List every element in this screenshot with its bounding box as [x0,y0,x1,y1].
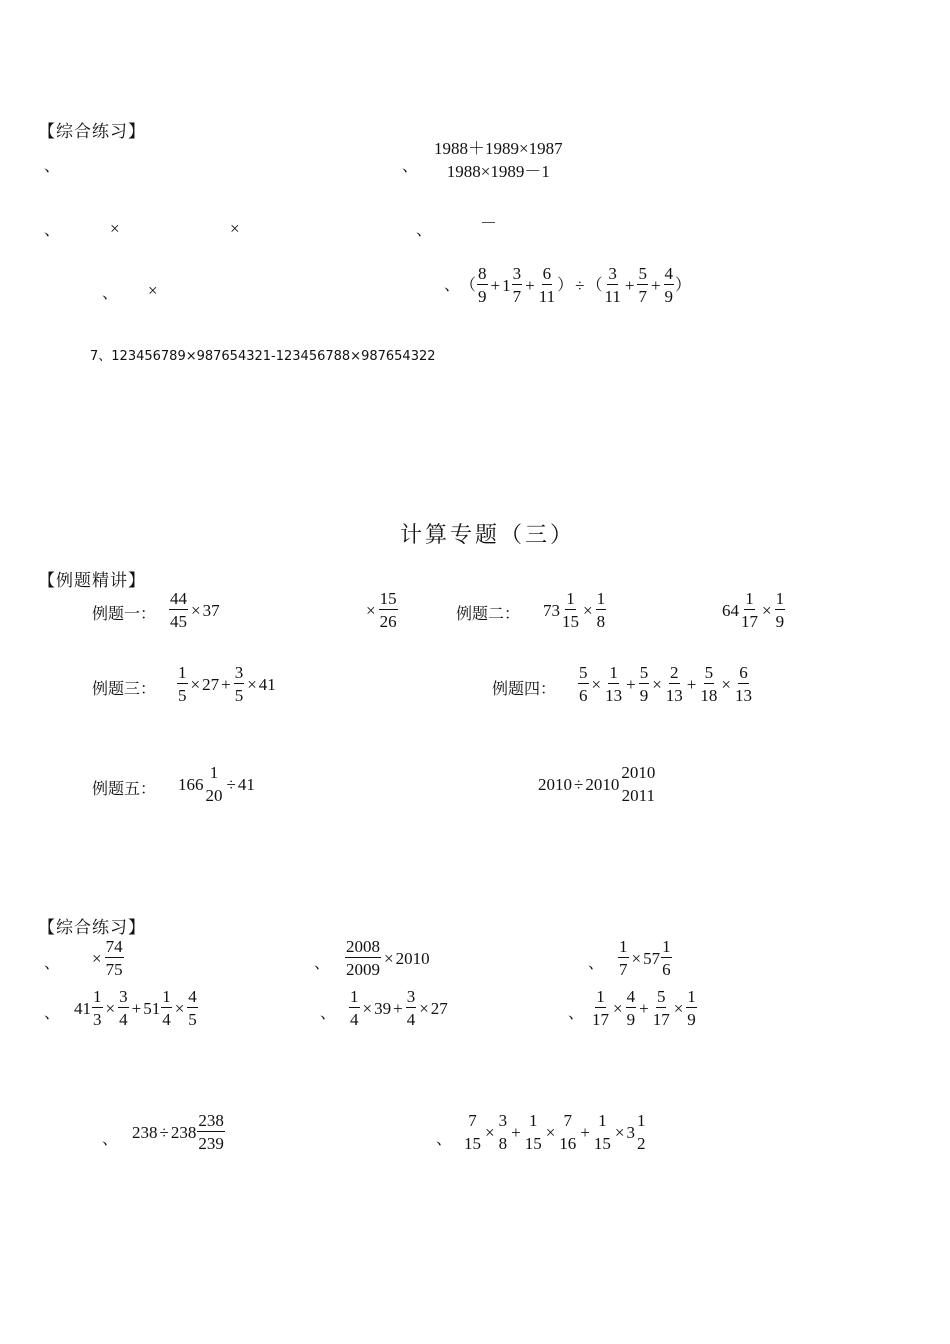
fraction [775,590,786,630]
fraction [187,988,198,1028]
times-sign: × [110,219,120,238]
math-term: 238 [132,1122,158,1142]
math-term: （ [460,275,477,294]
fraction [197,1112,225,1152]
example-2-label: 例题二： [456,604,521,623]
fraction [699,664,718,704]
fraction [596,590,607,630]
section-heading-examples: 【例题精讲】 [38,571,146,591]
numerator: 6 [542,264,552,283]
operator: × [247,674,257,694]
fraction [618,938,629,978]
denominator: 11 [604,287,621,306]
fraction [379,590,398,630]
fraction [740,590,759,630]
operator: + [393,998,403,1018]
expr-p1-q2 [432,140,565,180]
denominator: 17 [592,1010,609,1029]
operator: × [631,948,642,968]
fraction [345,938,381,978]
numerator: 1 [687,987,696,1006]
denominator: 9 [687,1010,696,1029]
denominator: 13 [734,686,752,705]
expr-p2-q8 [462,1112,647,1152]
denominator: 13 [605,686,623,705]
denominator: 13 [665,686,683,705]
item-marker: 、 [568,1003,585,1022]
fraction [558,1112,577,1152]
operator: + [580,1122,590,1142]
denominator: 15 [593,1134,611,1153]
item-marker: 、 [44,156,61,175]
fraction [463,1112,482,1152]
operator: + [221,674,231,694]
expr-p2-q1 [90,938,125,978]
numerator: 2 [670,663,679,682]
numerator: 1 [178,663,187,682]
item-marker: 、 [320,1003,337,1022]
operator: × [613,998,623,1018]
denominator: 2009 [346,960,380,979]
denominator: 9 [639,686,649,705]
section-heading-practice-2: 【综合练习】 [38,918,146,938]
operator: × [721,674,731,694]
operator: × [545,1122,556,1142]
operator: + [639,998,649,1018]
numerator: 5 [639,663,649,682]
expr-p2-q6 [590,988,698,1028]
numerator: 1 [636,1111,646,1130]
expr-ex4 [577,664,754,704]
numerator: 2010 [621,763,656,782]
math-term: 39 [374,998,392,1018]
numerator: 4 [664,264,674,283]
operator: × [191,600,201,620]
denominator: 4 [406,1010,416,1029]
math-term: 27 [430,998,448,1018]
denominator: 9 [626,1010,636,1029]
denominator: 18 [700,686,718,705]
fraction [591,988,610,1028]
numerator: 1 [662,937,671,956]
fraction [433,140,564,180]
operator: × [190,674,201,694]
fraction [92,988,103,1028]
item-marker: 、 [44,1003,61,1022]
numerator: 3 [119,987,128,1006]
denominator: 3 [93,1010,102,1029]
denominator: 7 [512,287,522,306]
fraction [161,988,172,1028]
operator: + [511,1122,521,1142]
item-marker: 、 [102,1129,119,1148]
math-term: 2010 [538,774,572,794]
numerator: 1 [745,589,754,608]
example-1-label: 例题一： [92,604,157,623]
numerator: 1 [162,987,171,1006]
denominator: 8 [596,612,606,631]
item-marker: 、 [436,1129,453,1148]
math-term: ） [675,275,692,294]
fraction [603,265,621,305]
operator: × [591,674,602,694]
denominator: 17 [652,1010,670,1029]
example-3-label: 例题三： [92,679,157,698]
numerator: 3 [498,1111,508,1130]
denominator: 1988×1989－1 [446,162,550,181]
denominator: 15 [464,1134,481,1153]
operator: × [384,948,394,968]
expr-p2-q7 [132,1112,226,1152]
operator: + [490,275,501,295]
section-heading-practice-1: 【综合练习】 [38,122,146,142]
numerator: 1 [775,589,785,608]
minus-sign: － [480,214,497,233]
operator: × [652,674,662,694]
numerator: 15 [379,589,397,608]
operator: × [673,998,684,1018]
denominator: 239 [198,1134,224,1153]
denominator: 7 [638,287,647,306]
math-term: 41 [237,774,255,794]
fraction [118,988,129,1028]
operator: × [762,600,772,620]
math-term: 41 [74,998,91,1018]
operator: × [105,998,116,1018]
fraction [538,265,556,305]
denominator: 2 [636,1134,646,1153]
denominator: 20 [205,786,223,805]
fraction [686,988,697,1028]
item-marker: 、 [416,220,433,239]
fraction [177,664,188,704]
fraction [512,265,523,305]
numerator: 1 [596,589,606,608]
numerator: 1 [596,987,605,1006]
math-term: 、 [444,275,461,294]
denominator: 9 [478,287,487,306]
fraction [665,664,684,704]
numerator: 5 [656,987,666,1006]
fraction [734,664,753,704]
denominator: 15 [562,612,579,631]
numerator: 6 [739,663,748,682]
item-marker: 、 [402,156,419,175]
fraction [604,664,623,704]
math-term: 1 [502,275,511,295]
fraction [205,764,224,804]
page-title: 计算专题（三） [400,523,576,548]
denominator: 45 [170,612,187,631]
denominator: 26 [379,612,397,631]
operator: × [92,948,102,968]
denominator: 75 [105,960,123,979]
operator: ÷ [159,1122,169,1142]
operator: × [362,998,373,1018]
expr-ex5-a [178,764,255,804]
operator: × [614,1122,625,1142]
denominator: 4 [162,1010,171,1029]
fraction [636,1112,647,1152]
numerator: 5 [638,264,647,283]
operator: + [650,275,661,295]
denominator: 4 [350,1010,359,1029]
numerator: 74 [105,937,123,956]
math-term: 41 [258,674,276,694]
numerator: 4 [626,987,636,1006]
denominator: 5 [178,686,187,705]
expr-ex2-b [722,590,786,630]
question-7: 7、123456789×987654321-123456788×987654322 [90,349,436,364]
fraction [524,1112,543,1152]
fraction [637,265,648,305]
numerator: 8 [478,264,487,283]
denominator: 2011 [621,786,656,805]
operator: × [583,600,593,620]
item-marker: 、 [44,220,61,239]
operator: × [366,600,376,620]
math-term: 57 [643,948,661,968]
numerator: 1 [598,1111,607,1130]
item-marker: 、 [314,953,331,972]
denominator: 9 [664,287,674,306]
operator: × [419,998,429,1018]
expr-p2-q2 [344,938,430,978]
operator: × [174,998,185,1018]
math-term: 2010 [585,774,620,794]
item-marker: 、 [44,953,61,972]
fraction [664,265,675,305]
numerator: 7 [563,1111,573,1130]
numerator: 1 [209,763,219,782]
fraction [406,988,417,1028]
fraction [498,1112,509,1152]
expr-p2-q3 [617,938,673,978]
denominator: 6 [662,960,671,979]
math-term: 166 [178,774,204,794]
numerator: 7 [468,1111,477,1130]
numerator: 1 [528,1111,538,1130]
math-term: （ [586,275,603,294]
operator: + [686,674,697,694]
item-marker: 、 [588,953,605,972]
numerator: 5 [704,663,714,682]
numerator: 1 [93,987,102,1006]
operator: + [131,998,142,1018]
operator: × [485,1122,495,1142]
expr-ex5-b [538,764,657,804]
numerator: 5 [579,663,588,682]
math-term: 73 [543,600,560,620]
fraction [652,988,671,1028]
denominator: 16 [559,1134,577,1153]
math-term: 37 [202,600,220,620]
fraction [639,664,650,704]
numerator: 1 [350,987,359,1006]
math-term: 2010 [395,948,430,968]
expr-ex2-a [543,590,607,630]
numerator: 3 [608,264,617,283]
denominator: 7 [619,960,628,979]
math-term: 51 [143,998,161,1018]
fraction [661,938,672,978]
fraction [593,1112,612,1152]
times-sign: × [230,219,240,238]
operator: ÷ [574,774,584,794]
denominator: 11 [538,287,556,306]
math-term: 238 [170,1122,197,1142]
operator: ÷ [226,774,236,794]
numerator: 1 [619,937,628,956]
operator: ÷ [575,275,585,295]
denominator: 6 [579,686,588,705]
fraction [578,664,589,704]
numerator: 2008 [346,937,380,956]
numerator: 1988＋1989×1987 [434,139,563,158]
denominator: 4 [119,1010,128,1029]
fraction [477,265,488,305]
math-term: ） [557,275,574,294]
fraction [620,764,656,804]
denominator: 17 [741,612,758,631]
math-term: 3 [626,1122,635,1142]
denominator: 5 [234,686,244,705]
fraction [169,590,188,630]
denominator: 8 [498,1134,508,1153]
numerator: 1 [609,663,618,682]
numerator: 1 [566,589,575,608]
fraction [349,988,360,1028]
denominator: 15 [524,1134,542,1153]
expr-p2-q5 [348,988,448,1028]
operator: + [626,674,636,694]
item-marker: 、 [102,283,119,302]
numerator: 3 [406,987,416,1006]
example-4-label: 例题四： [492,679,557,698]
operator: + [624,275,635,295]
denominator: 9 [775,612,785,631]
expr-p1-q6 [444,265,691,305]
fraction [234,664,245,704]
times-sign: × [148,281,158,300]
denominator: 5 [188,1010,197,1029]
expr-ex3 [176,664,276,704]
math-term: 27 [202,674,220,694]
fraction [561,590,580,630]
expr-ex1-b [364,590,399,630]
numerator: 4 [188,987,197,1006]
expr-ex1-a [168,590,220,630]
numerator: 3 [512,264,522,283]
fraction [626,988,637,1028]
numerator: 3 [234,663,244,682]
operator: + [525,275,535,295]
fraction [105,938,124,978]
numerator: 44 [170,589,187,608]
example-5-label: 例题五： [92,779,157,798]
math-term: 64 [722,600,739,620]
numerator: 238 [198,1111,224,1130]
expr-p2-q4 [74,988,199,1028]
